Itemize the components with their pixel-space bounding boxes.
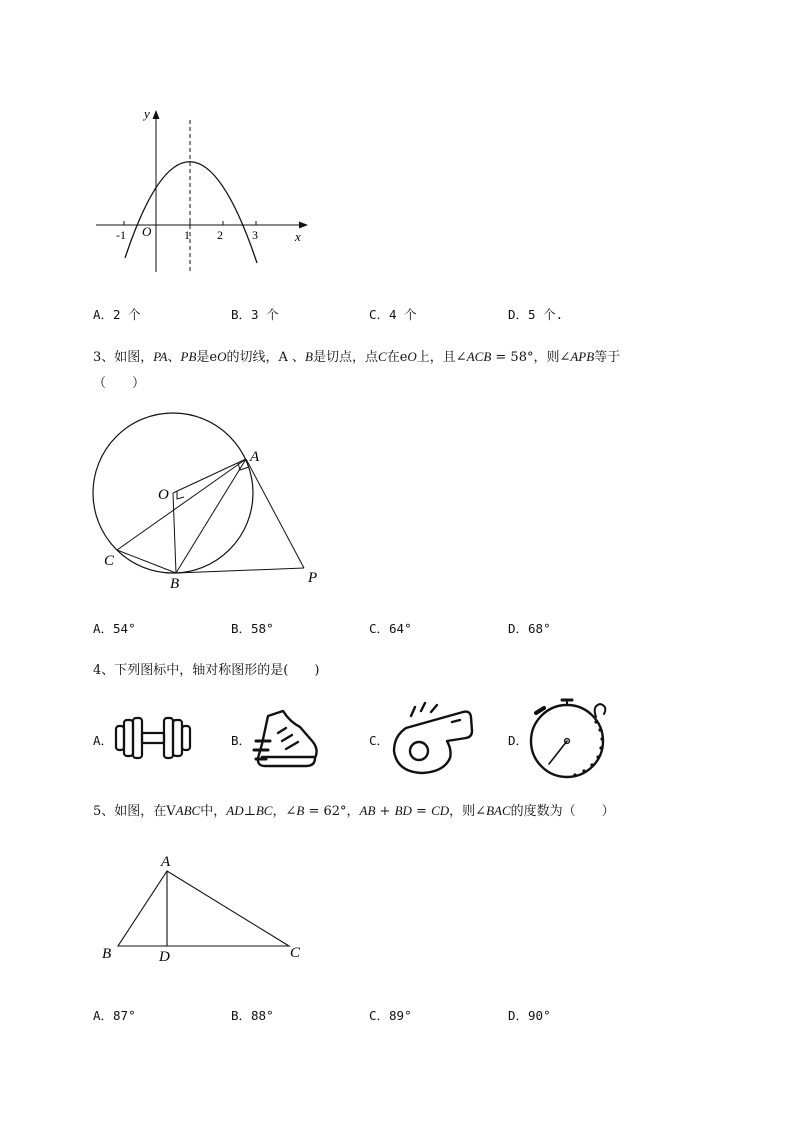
label-b: B xyxy=(170,576,180,592)
label-a: A xyxy=(250,449,260,465)
origin-label: O xyxy=(142,224,152,239)
q3-option-b[interactable]: B．58° xyxy=(231,621,274,636)
q2-option-a[interactable]: A．2 个 xyxy=(93,307,141,322)
q4-option-b-label[interactable]: B． xyxy=(231,733,252,748)
q5-stem: 5、如图，在VABC中，AD⊥BC，∠B = 62°，AB + BD = CD，则∠BAC的度数为（ ） xyxy=(93,803,615,819)
label-b5: B xyxy=(102,946,112,962)
q2-option-b[interactable]: B．3 个 xyxy=(231,307,279,322)
q4-option-c-label[interactable]: C． xyxy=(369,733,390,748)
triangle-abc xyxy=(118,871,289,946)
q4-stem: 4、下列图标中，轴对称图形的是( ) xyxy=(93,663,320,678)
q5-option-a[interactable]: A．87° xyxy=(93,1008,136,1023)
tick-label-neg1: -1 xyxy=(116,228,126,242)
q3-option-a[interactable]: A．54° xyxy=(93,621,136,636)
label-a5: A xyxy=(161,854,171,870)
q4-option-d-label[interactable]: D． xyxy=(508,733,529,748)
q2-option-c[interactable]: C．4 个 xyxy=(369,307,417,322)
q2-option-d[interactable]: D．5 个. xyxy=(508,307,564,322)
label-p: P xyxy=(308,570,318,586)
q3-answer-paren: （ ） xyxy=(93,376,146,391)
q5-option-b[interactable]: B．88° xyxy=(231,1008,274,1023)
tick-label-1: 1 xyxy=(184,228,190,242)
q3-option-d[interactable]: D．68° xyxy=(508,621,551,636)
q3-option-c[interactable]: C．64° xyxy=(369,621,412,636)
q4-option-a-label[interactable]: A． xyxy=(93,733,114,748)
tick-label-2: 2 xyxy=(217,228,223,242)
label-c5: C xyxy=(290,945,301,961)
q5-option-d[interactable]: D．90° xyxy=(508,1008,551,1023)
y-axis-label: y xyxy=(144,106,150,121)
q3-stem: 3、如图，PA、PB是eO的切线，A 、B是切点，点C在eO上，且∠ACB = 58°，则∠APB等于 xyxy=(93,349,621,365)
label-c: C xyxy=(104,553,115,569)
tick-label-3: 3 xyxy=(252,228,258,242)
x-axis-label: x xyxy=(295,229,301,244)
label-o: O xyxy=(158,487,169,503)
label-d5: D xyxy=(159,949,170,965)
q5-option-c[interactable]: C．89° xyxy=(369,1008,412,1023)
